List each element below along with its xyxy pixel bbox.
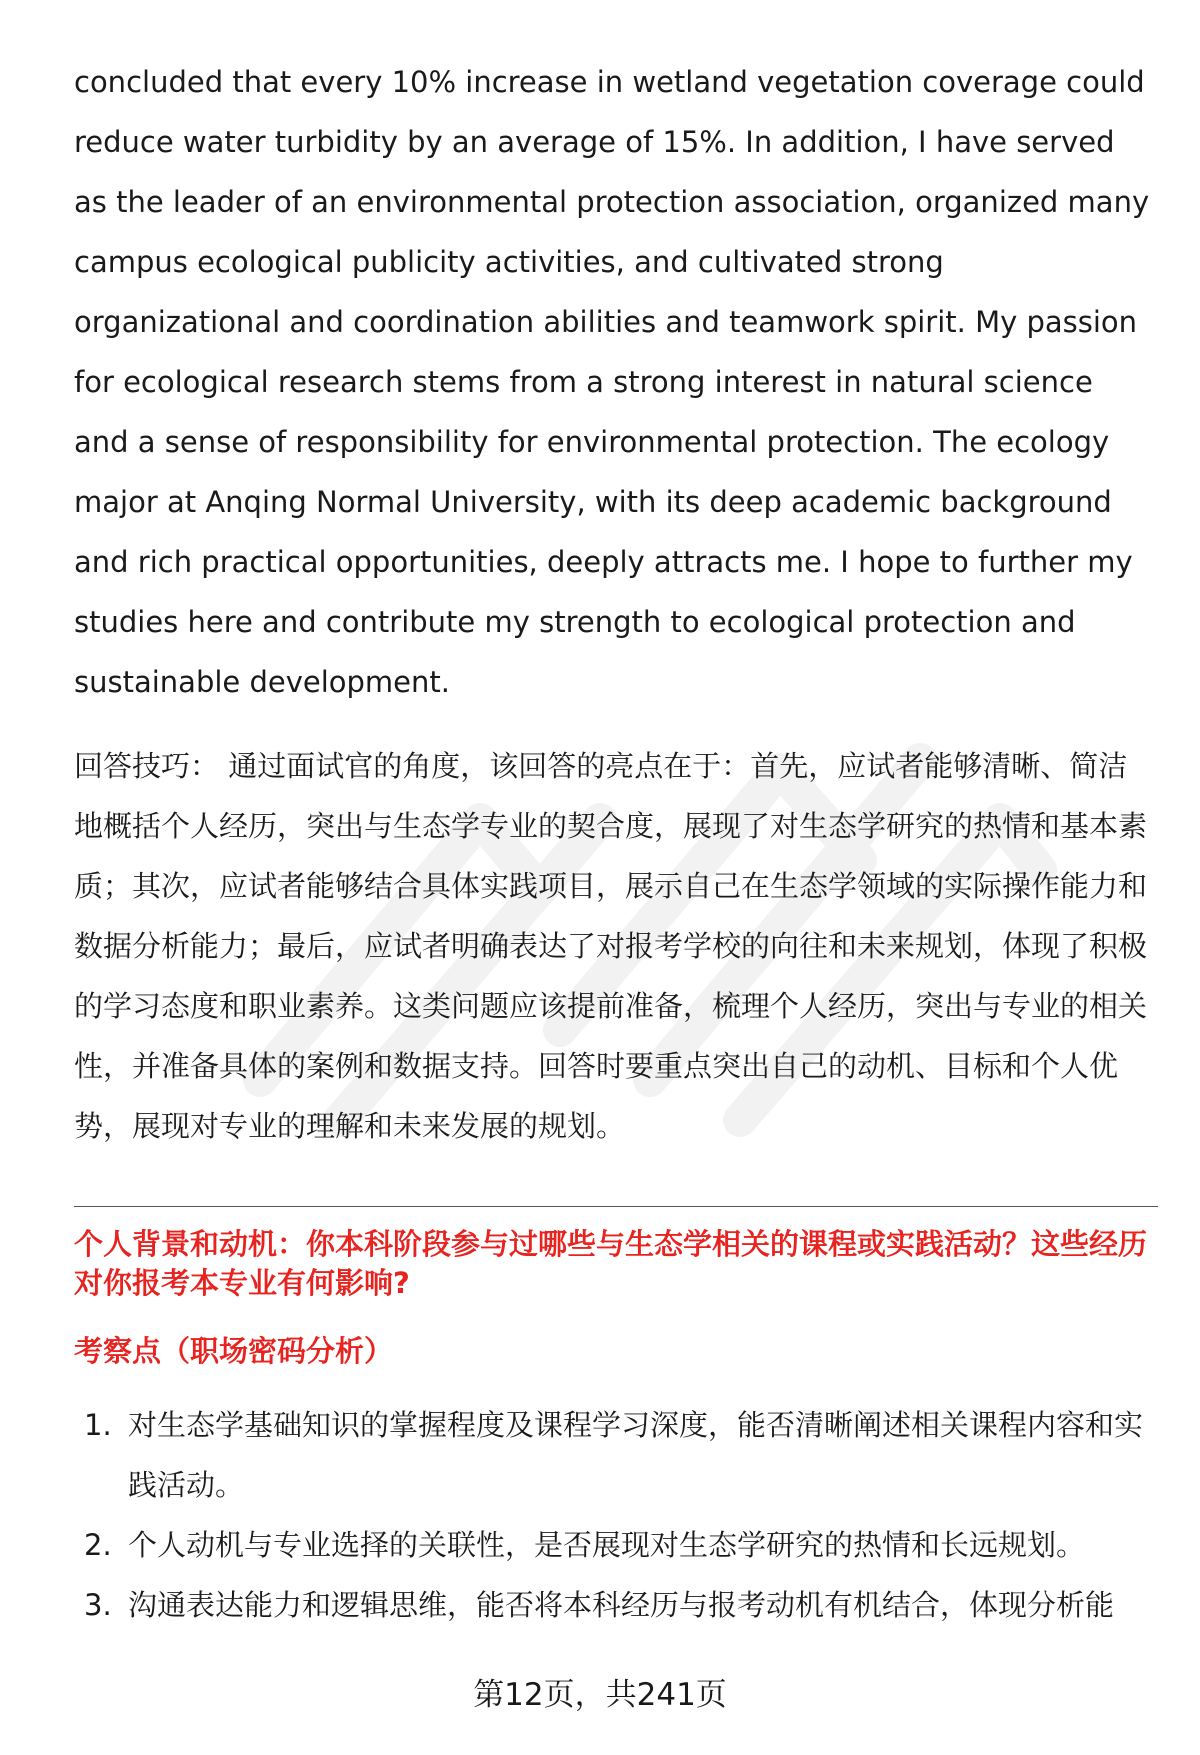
list-item-text: 沟通表达能力和逻辑思维，能否将本科经历与报考动机有机结合，体现分析能 xyxy=(128,1588,1115,1622)
document-page xyxy=(74,52,1154,1635)
list-item xyxy=(74,1575,1154,1635)
list-item xyxy=(74,1515,1154,1575)
list-item-number: 1. xyxy=(84,1408,112,1442)
page-footer: 第12页，共241页 xyxy=(473,1677,727,1713)
list-item-number: 3. xyxy=(84,1588,112,1622)
interview-question: 个人背景和动机：你本科阶段参与过哪些与生态学相关的课程或实践活动？这些经历对你报考本专业有何影响? xyxy=(74,1227,1148,1300)
answer-tips-paragraph: 回答技巧： 通过面试官的角度，该回答的亮点在于：首先，应试者能够清晰、简洁地概括个人经历，突出与生态学专业的契合度，展现了对生态学研究的热情和基本素质；其次，应试者能够结合具体实践项目，展示自己在生态学领域的实际操作能力和数据分析能力；最后，应试者明确表达了对报考学校的向往和未来规划，体现了积极的学习态度和职业素养。这类问题应该提前准备，梳理个人经历，突出与专业的相关性，并准备具体的案例和数据支持。回答时要重点突出自己的动机、目标和个人优势，展现对专业的理解和未来发展的规划。 xyxy=(74,749,1148,1143)
answer-paragraph: concluded that every 10% increase in wetland vegetation coverage could reduce water turbidity by an average of 15%. In addition, I have served as the leader of an environmental protection association, organized many campus ecological publicity activities, and cultivated strong organizational and coordination abilities and teamwork spirit. My passion for ecological research stems from a strong interest in natural science and a sense of responsibility for environmental protection. The ecology major at Anqing Normal University, with its deep academic background and rich practical opportunities, deeply attracts me. I hope to further my studies here and contribute my strength to ecological protection and sustainable development. xyxy=(74,65,1150,699)
list-item-text: 个人动机与专业选择的关联性，是否展现对生态学研究的热情和长远规划。 xyxy=(128,1528,1086,1562)
evaluation-points-heading: 考察点（职场密码分析） xyxy=(74,1334,394,1368)
evaluation-points-list xyxy=(74,1395,1154,1635)
list-item xyxy=(74,1395,1154,1515)
list-item-number: 2. xyxy=(84,1528,112,1562)
list-item-text: 对生态学基础知识的掌握程度及课程学习深度，能否清晰阐述相关课程内容和实践活动。 xyxy=(128,1408,1144,1502)
